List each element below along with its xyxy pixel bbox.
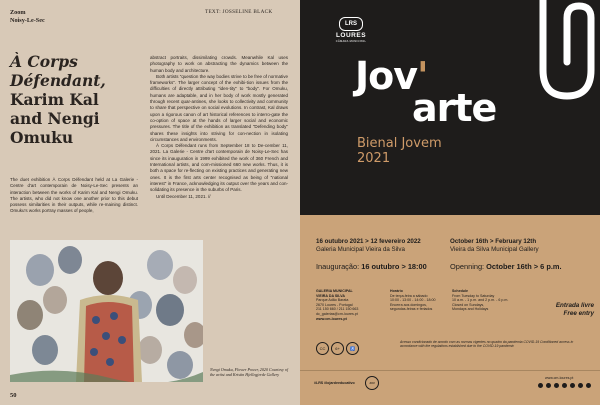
info-line: De terça-feira a sábado [390, 293, 428, 298]
opening-en-value: October 16th > 6 p.m. [486, 262, 562, 271]
title-line: Omuku [10, 128, 74, 147]
facebook-icon [538, 383, 543, 388]
social-icons [538, 383, 598, 389]
opening-pt-value: 16 outubro > 18:00 [361, 262, 427, 271]
instagram-icon [554, 383, 559, 388]
section-name: Zoom [10, 9, 26, 16]
subtitle-bienal: Bienal Jovem [357, 136, 442, 151]
body-paragraph: abstract portraits, dissimilating crowds. Meanwhile Kal uses photography to work on abstracting the dynamics between the human body and architecture. [150, 55, 288, 73]
info-line: 211 150 660 / 211 150 663 [316, 307, 359, 312]
info-line: www.cm-loures.pt [316, 316, 347, 321]
section-location: Noisy-Le-Sec [10, 17, 45, 24]
title-arte: arte [412, 86, 497, 130]
dates-portuguese [316, 238, 446, 254]
logo-badge: LRS [339, 17, 363, 31]
section-label [10, 9, 45, 25]
image-caption: Nengi Omuku, Flower Power, 2020 Courtesy of the artist and Kristin Hjellegjerde Gallery [210, 367, 289, 378]
info-line: Schedule [452, 289, 468, 293]
opening-pt-label: Inauguração: [316, 262, 360, 271]
gallery-info [316, 289, 358, 321]
free-entry [536, 302, 594, 317]
en-venue: Vieira da Silva Municipal Gallery [450, 245, 539, 253]
info-line: Parque Adão Barata [316, 298, 349, 303]
painting-image [10, 240, 203, 382]
title-jov-text: Jov [355, 54, 418, 98]
covid-notice: Acesso condicionado de acordo com as normas vigentes no quadro da pandemia COVID-19 Conditioned access in accordance with the regulations established due to the COVID-19 pandemic [400, 340, 574, 349]
page-number: 50 [10, 392, 17, 399]
footer-badge-icon: JOV [365, 376, 379, 390]
title-line: À Corps [10, 52, 78, 71]
linkedin-icon [578, 383, 583, 388]
info-line: segundas-feiras e feriados [390, 307, 433, 312]
body-paragraph: Until December 11, 2021. // [156, 193, 211, 199]
info-line: Closed on Sundays, [452, 302, 485, 307]
title-line: Karim Kal [10, 90, 99, 109]
opening-portuguese [316, 262, 427, 271]
info-line: Encerra aos domingos, [390, 302, 427, 307]
body-column [150, 55, 288, 200]
cc-icon: CC [316, 342, 329, 355]
footer-hashtags: #LRS #lojardeeducativo [314, 381, 355, 385]
dates-english [450, 238, 590, 254]
logo-name: LOURES [335, 32, 367, 39]
intro-paragraph: The duet exhibition À Corps Défendant held at La Galerie - Centre d'art contemporain de Noisy-Le-Sec presents an interaction between the works of Karim Kal and Nengi Omuku. The artists, who did not know one another prior to this debut possess similarities in their outputs, while re-maining distinct. Omuku's works portray masses of people, [10, 177, 138, 214]
footer-url: www.cm-loures.pt [545, 376, 574, 380]
article-title [10, 52, 150, 147]
title-line: and Nengi [10, 109, 100, 128]
info-line: 10:00 - 13:00 - 14:00 - 18:00 [390, 298, 436, 303]
youtube-icon [562, 383, 567, 388]
body-paragraph: Both artists "question the way bodies strive to be free of normative frameworks". The larger concept of the exhibi-tion issues from the difficulties of directly attributing "iden-tity" to "body". For Omuku, humans are adaptable, and in her body of work mostly generated through recent quar-antines, she looks to collectivity and community to share that perspective on social evolutions. In contrast, Kal draws upon a rigorous canon of art historical references to interro-gate the co-option of space at the hands of larger social and economic pressures. The title of the exhibition as translated "Defending body" shares these insights into striving for con-nection in isolating circumstances and environments. [150, 73, 288, 142]
info-line: Mondays and Holidays [452, 307, 489, 312]
opening-english [450, 262, 562, 271]
info-line: VIEIRA DA SILVA [316, 293, 345, 298]
title-line: Défendant, [10, 71, 106, 90]
vimeo-icon [586, 383, 591, 388]
loures-logo [330, 12, 372, 43]
entrada-pt: Entrada livre [555, 302, 594, 309]
right-page-poster [300, 0, 600, 405]
wheelchair-icon: ♿ [346, 342, 359, 355]
info-line: From Tuesday to Saturday [452, 293, 495, 298]
opening-en-label: Openning: [450, 262, 485, 271]
schedule-info [452, 289, 508, 312]
info-line: Horário [390, 289, 403, 293]
body-paragraph: À Corps Défendant runs from September 18 to De-cember 11, 2021. La Galerie - Centre d'art contemporain de Noisy-Le-Sec has since its inauguration in 1999 exhibited the work of 360 French and International artists, and com-missioned 660 new works. Thus, it is both a space for re-flecting on existing practices and generating new ones. It is the first arts center recognised as being of "national interest" in France, acknowledging its output over the years and con-solidating its presence in the suburbs of Paris. [150, 143, 288, 193]
info-line: dc_galerias@cm-loures.pt [316, 311, 358, 316]
painting-illustration [10, 240, 203, 382]
info-line: GALERIA MUNICIPAL [316, 289, 353, 293]
horario-info [390, 289, 436, 312]
entrada-en: Free entry [563, 309, 594, 317]
accessibility-icons [316, 342, 396, 354]
en-dates: October 16th > February 12th [450, 238, 537, 245]
info-line: 2670 Loures - Portugal [316, 302, 353, 307]
flickr-icon [570, 383, 575, 388]
subtitle-year: 2021 [357, 151, 391, 166]
author-credit: TEXT: JOSSELINE BLACK [205, 9, 273, 15]
twitter-icon [546, 383, 551, 388]
logo-sub: CÂMARA MUNICIPAL [335, 40, 367, 43]
pt-venue: Galeria Municipal Vieira da Silva [316, 245, 405, 253]
title-apostrophe: ' [417, 54, 428, 98]
pt-dates: 16 outubro 2021 > 12 fevereiro 2022 [316, 238, 421, 245]
age-rating-icon: 6+ [331, 342, 344, 355]
info-line: 10 a.m. - 1 p.m. and 2 p.m. - 6 p.m. [452, 298, 509, 303]
